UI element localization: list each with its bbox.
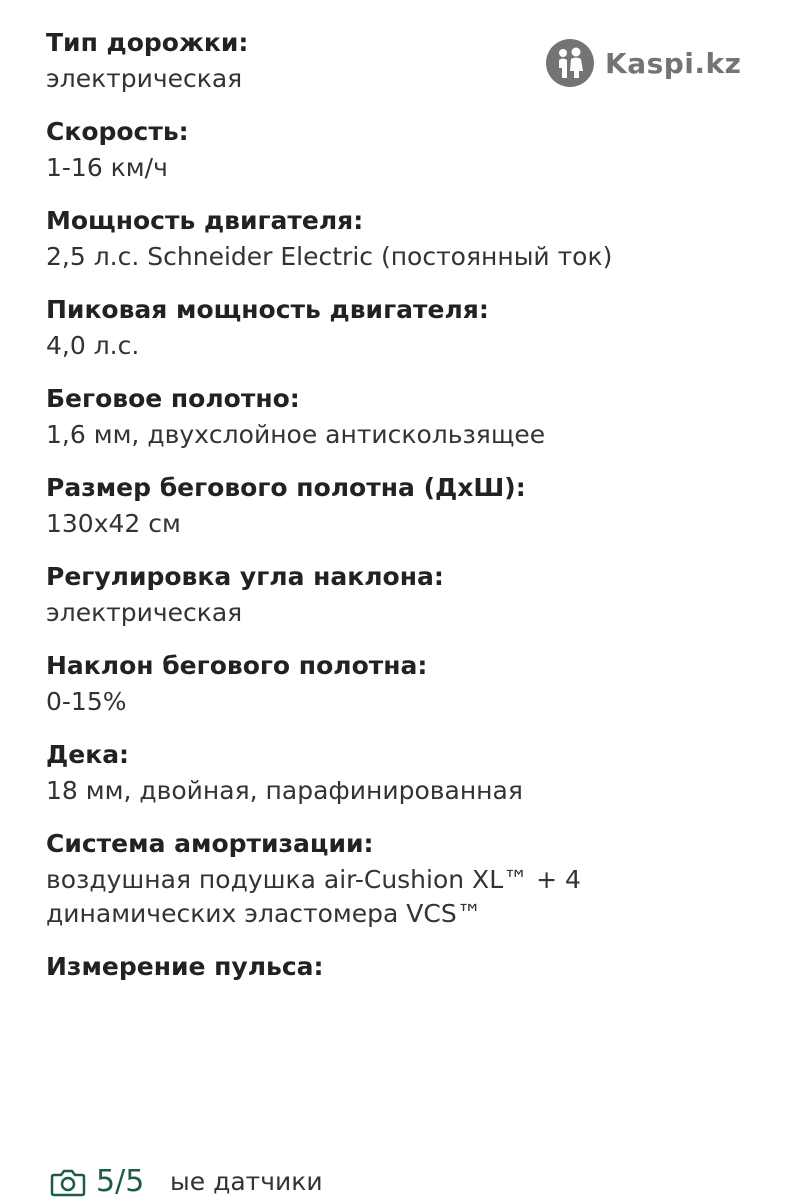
spec-list	[46, 27, 766, 1003]
spec-item	[46, 294, 766, 363]
spec-value: электрическая	[46, 64, 243, 93]
spec-item	[46, 951, 766, 983]
spec-item	[46, 383, 766, 452]
spec-label: Тип дорожки:	[46, 28, 249, 57]
spec-item	[46, 472, 766, 541]
spec-item	[46, 828, 766, 931]
spec-label: Наклон бегового полотна:	[46, 651, 428, 680]
spec-label: Измерение пульса:	[46, 952, 324, 981]
spec-item	[46, 650, 766, 719]
spec-item	[46, 116, 766, 185]
spec-label: Дека:	[46, 740, 130, 769]
spec-item	[46, 561, 766, 630]
spec-value: 1,6 мм, двухслойное антискользящее	[46, 420, 546, 449]
spec-label: Мощность двигателя:	[46, 206, 364, 235]
spec-value: 130x42 см	[46, 509, 181, 538]
spec-label: Беговое полотно:	[46, 384, 300, 413]
spec-value: 18 мм, двойная, парафинированная	[46, 776, 523, 805]
bottom-gallery-bar	[0, 1164, 800, 1200]
spec-item	[46, 205, 766, 274]
spec-item	[46, 27, 766, 96]
spec-label: Размер бегового полотна (ДхШ):	[46, 473, 526, 502]
spec-label: Скорость:	[46, 117, 189, 146]
spec-value: 4,0 л.с.	[46, 331, 140, 360]
spec-value: 2,5 л.с. Schneider Electric (постоянный ток)	[46, 242, 613, 271]
spec-value: 0-15%	[46, 687, 127, 716]
spec-label: Пиковая мощность двигателя:	[46, 295, 489, 324]
spec-value: 1-16 км/ч	[46, 153, 168, 182]
spec-value: воздушная подушка air-Cushion XL™ + 4 динамических эластомера VCS™	[46, 865, 581, 928]
spec-item	[46, 739, 766, 808]
kaspi-brand-text: Kaspi.kz	[605, 46, 742, 80]
spec-value: электрическая	[46, 598, 243, 627]
gallery-counter-button[interactable]	[50, 1164, 144, 1200]
camera-icon	[50, 1167, 86, 1197]
gallery-count: 5/5	[96, 1164, 145, 1199]
spec-label: Регулировка угла наклона:	[46, 562, 444, 591]
spec-label: Система амортизации:	[46, 829, 374, 858]
partial-spec-value: ые датчики	[170, 1167, 323, 1196]
